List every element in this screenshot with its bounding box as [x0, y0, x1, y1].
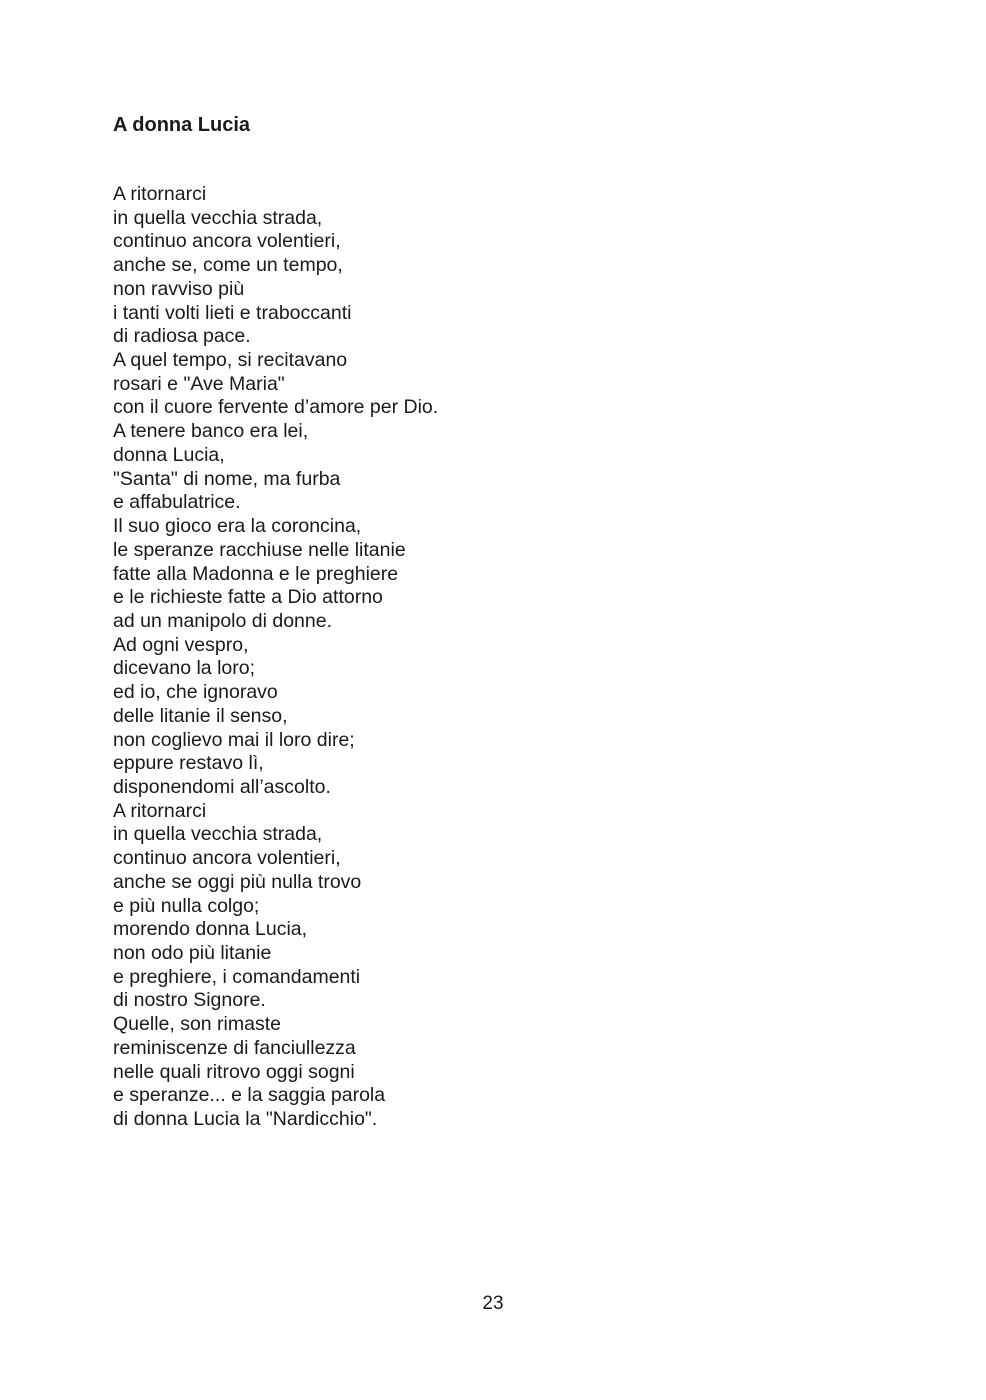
poem-line: di donna Lucia la "Nardicchio". [113, 1108, 378, 1131]
poem-line: ed io, che ignoravo [113, 681, 278, 704]
poem-title: A donna Lucia [113, 114, 251, 136]
poem-line: "Santa" di nome, ma furba [113, 467, 341, 490]
poem-line: di radiosa pace. [113, 325, 251, 348]
poem-line: Quelle, son rimaste [113, 1013, 281, 1036]
poem-line: continuo ancora volentieri, [113, 230, 341, 253]
poem-line: in quella vecchia strada, [113, 823, 323, 846]
poem-line: in quella vecchia strada, [113, 206, 323, 229]
poem-line: eppure restavo lì, [113, 752, 264, 775]
page-number: 23 [482, 1293, 504, 1314]
poem-line: ad un manipolo di donne. [113, 609, 333, 632]
poem-line: A ritornarci [113, 799, 207, 822]
poem-line: con il cuore fervente d’amore per Dio. [113, 396, 439, 419]
poem-line: A ritornarci [113, 183, 207, 205]
poem-line: delle litanie il senso, [113, 704, 288, 727]
poem-line: dicevano la loro; [113, 657, 256, 680]
poem-line: e affabulatrice. [113, 491, 241, 514]
poem-line: continuo ancora volentieri, [113, 847, 341, 870]
poem-line: le speranze racchiuse nelle litanie [113, 538, 406, 561]
poem-line: morendo donna Lucia, [113, 918, 308, 941]
poem-line: anche se oggi più nulla trovo [113, 870, 362, 893]
poem-line: i tanti volti lieti e traboccanti [113, 301, 352, 324]
poem-line: e speranze... e la saggia parola [113, 1084, 386, 1107]
poem-line: non odo più litanie [113, 942, 272, 964]
poem-line: e le richieste fatte a Dio attorno [113, 586, 383, 609]
poem-line: e preghiere, i comandamenti [113, 965, 361, 988]
poem-line: e più nulla colgo; [113, 894, 260, 917]
poem-line: fatte alla Madonna e le preghiere [113, 562, 399, 585]
poem-line: Il suo gioco era la coroncina, [113, 515, 362, 538]
poem-line: di nostro Signore. [113, 989, 266, 1012]
poem-line: disponendomi all’ascolto. [113, 775, 331, 798]
poem-line: A quel tempo, si recitavano [113, 349, 348, 372]
poem-line: rosari e "Ave Maria" [113, 372, 285, 395]
poem-line: A tenere banco era lei, [113, 420, 309, 443]
poem-line: donna Lucia, [113, 443, 225, 466]
poem-line: nelle quali ritrovo oggi sogni [113, 1060, 355, 1083]
poem-line: Ad ogni vespro, [113, 633, 249, 656]
poem-line: anche se, come un tempo, [113, 254, 343, 277]
poem-line: non ravviso più [113, 277, 245, 300]
poem-line: non coglievo mai il loro dire; [113, 728, 355, 751]
poem-body [113, 183, 438, 1132]
poem-line: reminiscenze di fanciullezza [113, 1036, 356, 1059]
